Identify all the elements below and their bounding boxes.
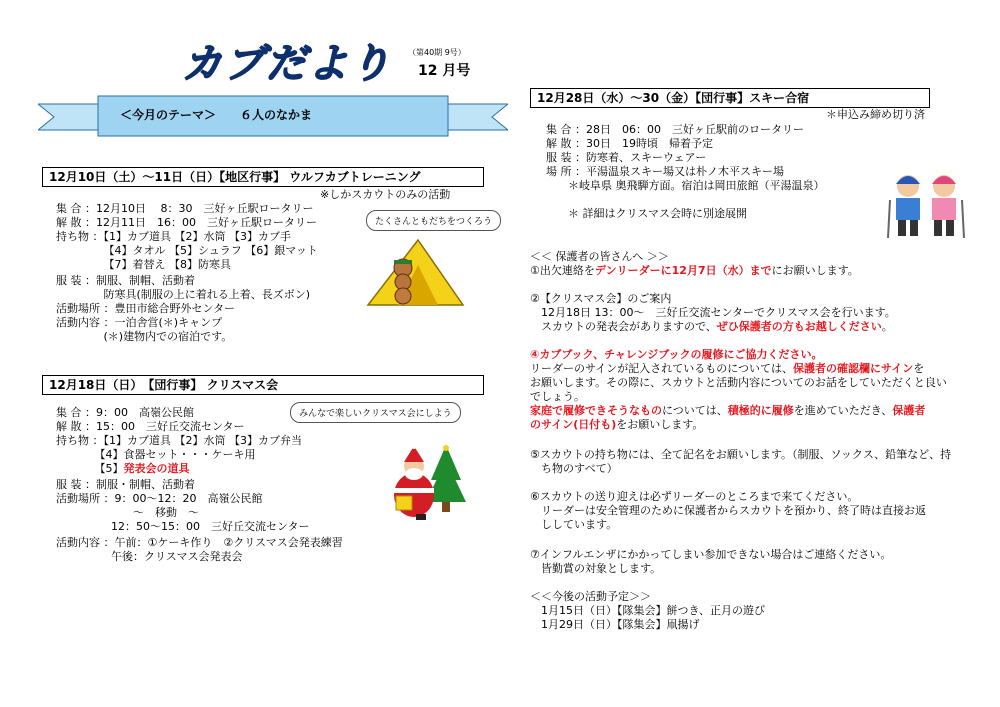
guardians-item-1: [530, 264, 859, 278]
detail-line: 服 装 ：制服・制帽、活動着: [56, 478, 195, 491]
newsletter-logo: カブだより: [182, 41, 392, 87]
detail-line: 防寒具(制服の上に着れる上着、長ズボン): [56, 288, 311, 301]
detail-line: [56, 462, 190, 476]
detail-line: 午後：クリスマス会発表会: [56, 550, 243, 563]
guardians-item-6-line: ししています。: [530, 518, 618, 531]
guardians-item-6-line: リーダーは安全管理のために保護者からスカウトを預かり、終了時は直接お返: [530, 504, 926, 517]
event2-heading: 12月18日（日） 【団行事】 クリスマス会: [42, 375, 484, 395]
guardians-item-7-line: 皆勤賞の対象とします。: [530, 562, 662, 575]
highlight: のサイン(日付も): [530, 418, 617, 431]
detail-line: 【7】着替え 【8】防寒具: [56, 258, 231, 271]
detail-line: 集 合 ：12月10日 8：30 三好ヶ丘駅ロータリー: [56, 202, 314, 215]
highlight: 保護者: [892, 404, 926, 417]
speech-bubble: たくさんともだちをつくろう: [366, 210, 501, 231]
guardians-item-6: ⑥スカウトの送り迎えは必ずリーダーのところまで来てください。: [530, 490, 859, 503]
event3-note: ＊申込み締め切り済: [826, 108, 925, 121]
text: リーダーのサインが記入されているものについては、: [530, 362, 794, 375]
highlight: 保護者の確認欄にサイン: [793, 362, 914, 375]
detail-line: 12：50～15：00 三好丘交流センター: [56, 520, 310, 533]
guardians-item-5-line: ち物のすべて）: [530, 462, 618, 475]
text: については、: [662, 404, 728, 417]
schedule-item: 1月29日（日）【隊集会】凧揚げ: [530, 618, 700, 631]
guardians-item-2: ②【クリスマス会】のご案内: [530, 292, 672, 305]
item5-prefix: 【5】: [56, 462, 124, 475]
santa-illustration: [386, 440, 466, 522]
issue-number: （第40期 9号）: [408, 48, 466, 57]
guardians-item-5: ⑤スカウトの持ち物には、全て記名をお願いします。（制服、ソックス、鉛筆など、持: [530, 448, 952, 461]
guardians-item-4-line: お願いします。その際に、スカウトと活動内容についてのお話をしていただくと良い: [530, 376, 947, 389]
highlight: デンリーダーに12月7日（水）まで: [594, 264, 772, 277]
event3-heading: 12月28日（水）～30（金）【団行事】スキー合宿: [530, 88, 930, 108]
text: をお願いします。: [616, 418, 704, 431]
detail-line: 服 装 ：制服、制帽、活動着: [56, 274, 195, 287]
detail-line: ＊ 詳細はクリスマス会時に別途展開: [546, 207, 748, 220]
guardians-item-2-line: 12月18日 13：00～ 三好丘交流センターでクリスマス会を行います。: [530, 306, 896, 319]
guardians-item-2-line: [530, 320, 893, 334]
guardians-item-4: ④カブブック、チャレンジブックの履修にご協力ください。: [530, 348, 823, 361]
text: にお願いします。: [771, 264, 859, 277]
text: を: [913, 362, 925, 375]
tent-cub-illustration: [358, 230, 468, 310]
guardians-item-7: ⑦インフルエンザにかかってしまい参加できない場合はご連絡ください。: [530, 548, 892, 561]
detail-line: 解 散 ：15：00 三好丘交流センター: [56, 420, 245, 433]
detail-line: 活動場所 ：9：00～12：20 高嶺公民館: [56, 492, 263, 505]
highlight: 積極的に履修: [727, 404, 794, 417]
event1-note: ※しかスカウトのみの活動: [320, 188, 451, 201]
detail-line: ＊岐阜県 奥飛騨方面。宿泊は岡田旅館（平湯温泉）: [546, 179, 825, 192]
detail-line: ～ 移動 ～: [56, 506, 199, 519]
guardians-item-4-line: [530, 362, 924, 376]
speech-bubble: みんなで楽しいクリスマス会にしよう: [290, 402, 461, 423]
highlight: 家庭で履修できそうなもの: [530, 404, 662, 417]
detail-line: 活動内容 ：午前：①ケーキ作り ②クリスマス会発表練習: [56, 536, 343, 549]
detail-line: 場 所 ：平湯温泉スキー場又は朴ノ木平スキー場: [546, 165, 784, 178]
detail-line: 【4】タオル 【5】シュラフ 【6】銀マット: [56, 244, 318, 257]
highlight: ぜひ保護者の方もお越しください: [716, 320, 882, 333]
detail-line: (＊)建物内での宿泊です。: [56, 330, 233, 343]
skiers-illustration: [884, 170, 968, 240]
detail-line: 【4】食器セット・・・ケーキ用: [56, 448, 256, 461]
detail-line: 活動場所 ：豊田市総合野外センター: [56, 302, 236, 315]
month-label: 12 月号: [418, 63, 471, 79]
schedule-heading: ＜＜今後の活動予定＞＞: [530, 590, 651, 603]
detail-line: 解 散 ：30日 19時頃 帰着予定: [546, 137, 713, 150]
guardians-heading: ＜＜ 保護者の皆さんへ ＞＞: [530, 250, 669, 263]
text: 。: [881, 320, 893, 333]
detail-line: 集 合 ：9：00 高嶺公民館: [56, 406, 194, 419]
item5-highlight: 発表会の道具: [123, 462, 190, 475]
detail-line: 持ち物 ：【1】カブ道具 【2】水筒 【3】カブ弁当: [56, 434, 302, 447]
guardians-item-4-line: [530, 418, 703, 432]
text: ①出欠連絡を: [530, 264, 595, 277]
theme-label: ＜今月のテーマ＞ ６人のなかま: [120, 108, 313, 122]
detail-line: 持ち物 ：【1】カブ道具 【2】水筒 【3】カブ手: [56, 230, 291, 243]
guardians-item-4-line: でしょう。: [530, 390, 585, 403]
schedule-item: 1月15日（日）【隊集会】餅つき、正月の遊び: [530, 604, 766, 617]
detail-line: 活動内容 ：一泊舎営(＊)キャンプ: [56, 316, 223, 329]
detail-line: 服 装 ：防寒着、スキーウェアー: [546, 151, 707, 164]
detail-line: 解 散 ：12月11日 16：00 三好ヶ丘駅ロータリー: [56, 216, 317, 229]
detail-line: 集 合 ：28日 06：00 三好ヶ丘駅前のロータリー: [546, 123, 804, 136]
guardians-item-4-line: [530, 404, 925, 418]
text: スカウトの発表会がありますので、: [530, 320, 717, 333]
event1-heading: 12月10日（土）～11日（日）【地区行事】 ウルフカブトレーニング: [42, 167, 484, 187]
text: を進めていただき、: [793, 404, 893, 417]
